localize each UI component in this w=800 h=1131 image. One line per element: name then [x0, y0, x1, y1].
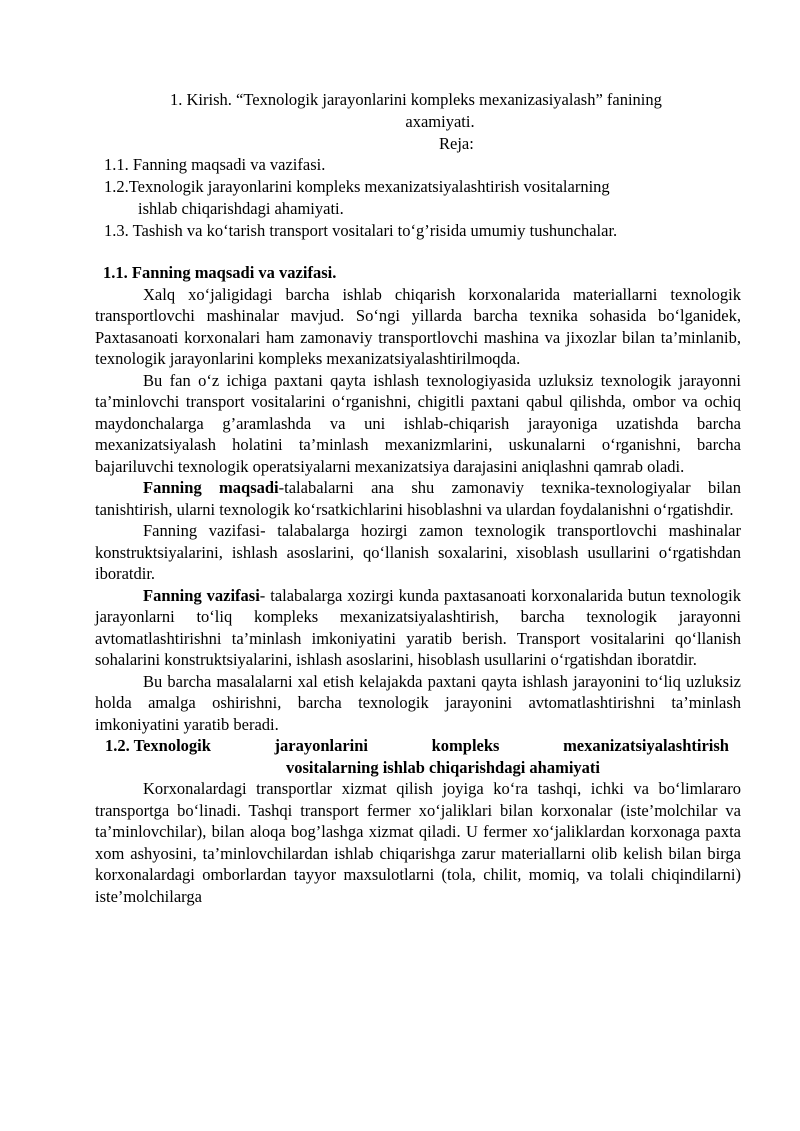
plan-item-2: 1.2.Texnologik jarayonlarini kompleks mexanizatsiyalashtirish vositalarning [104, 177, 610, 196]
paragraph: Fanning vazifasi- talabalarga hozirgi zamon texnologik transportlovchi mashinalar konstruktsiyalarini, ishlash asoslarini, qo‘llanish soxalarini, xisoblash usullarini o‘rgatishdan iboratdir. [95, 521, 741, 583]
bold-term: Fanning maqsadi [143, 478, 279, 497]
heading-word: mexanizatsiyalashtirish [563, 736, 729, 755]
paragraph: Xalq xo‘jaligidagi barcha ishlab chiqarish korxonalarida materiallarni texnologik transportlovchi mashinalar mavjud. So‘ngi yillarda barcha texnika sohasida bo‘lganidek, Paxtasanoati korxonalari ham zamonaviy transportlovchi mashina va jixozlar bilan ta’minlanib, texnologik jarayonlarini kompleks mexanizatsiyalashtirilmoqda. [95, 284, 741, 368]
plan-item-2-continued: ishlab chiqarishdagi ahamiyati. [138, 199, 344, 218]
heading-word: 1.2. Texnologik [105, 736, 211, 755]
plan-heading: Reja: [439, 134, 474, 153]
plan-list [104, 154, 744, 242]
plan-item-3: 1.3. Tashish va ko‘tarish transport vositalari to‘g’risida umumiy tushunchalar. [104, 221, 618, 240]
section-2-heading [105, 735, 741, 778]
paragraph: Korxonalardagi transportlar xizmat qilish joyiga ko‘ra tashqi, ichki va bo‘limlararo transportga bo‘linadi. Tashqi transport fermer xo‘jaliklari bilan korxonalar (iste’molchilar va ta’minlovchilar), bilan aloqa bog’lashga xizmat qiladi. U fermer xo‘jaliklardan korxonaga paxta xom ashyosini, ta’minlovchilardan ishlab chiqarishga zarur materiallarni olib kelish bilan birga korxonalardagi omborlardan tayyor maxsulotlarni (tola, chilit, momiq, va tolali chiqindilarni) iste’molchilarga [95, 779, 741, 906]
chapter-title-line1: 1. Kirish. “Texnologik jarayonlarini kompleks mexanizasiyalash” fanining [170, 90, 662, 109]
document-body [95, 262, 741, 907]
paragraph [95, 477, 741, 520]
heading-word: kompleks [431, 736, 500, 755]
paragraph: Bu barcha masalalarni xal etish kelajakda paxtani qayta ishlash jarayonini to‘liq uzluksiz holda amalga oshirishni, barcha texnologik jarayonini avtomatlashtirishni ta’minlash imkoniyatini yaratib beradi. [95, 671, 741, 734]
chapter-title [170, 89, 750, 133]
paragraph [95, 585, 741, 671]
chapter-title-line2: axamiyati. [405, 112, 475, 131]
paragraph: Bu fan o‘z ichiga paxtani qayta ishlash texnologiyasida uzluksiz texnologik jarayonni ta’minlovchi transport vositalarini o‘rganishni, chigitli paxtani qabul qilishda, ombor va ochiq maydonchalarga g’aramlashda va uni ishlab-chiqarish jarayoniga uzatishda barcha mexanizatsiyalash holatini ta’minlash mexanizmlarini, uskunalarni o‘rganishni, barcha bajariluvchi texnologik operatsiyalarni mexanizatsiya darajasini aniqlashni qamrab oladi. [95, 370, 741, 476]
section-2-heading-line1 [105, 735, 741, 757]
plan-item-1: 1.1. Fanning maqsadi va vazifasi. [104, 155, 326, 174]
heading-word: jarayonlarini [274, 736, 369, 755]
paragraph-text: -talabalarni ana shu zamonaviy texnika-texnologiyalar bilan tanishtirish, ularni texnologik ko‘rsatkichlarini hisoblashni va ulardan foydalanishni o‘rgatishdir. [95, 478, 742, 519]
section-1-heading: 1.1. Fanning maqsadi va vazifasi. [103, 263, 337, 282]
paragraph-text: - talabalarga xozirgi kunda paxtasanoati korxonalarida butun texnologik jarayonlarni to‘liq kompleks mexanizatsiyalashtirish, barcha texnologik jarayonni avtomatlashtirishni ta’minlash imkoniyatini yaratib berish. Transport vositalarini qo‘llanish sohalarini konstruktsiyalarini, ishlash asoslarini, hisoblash usullarini o‘rgatishdan iboratdir. [95, 585, 741, 669]
section-2-heading-line2: vositalarning ishlab chiqarishdagi ahamiyati [285, 757, 601, 777]
bold-term: Fanning vazifasi [143, 585, 260, 605]
